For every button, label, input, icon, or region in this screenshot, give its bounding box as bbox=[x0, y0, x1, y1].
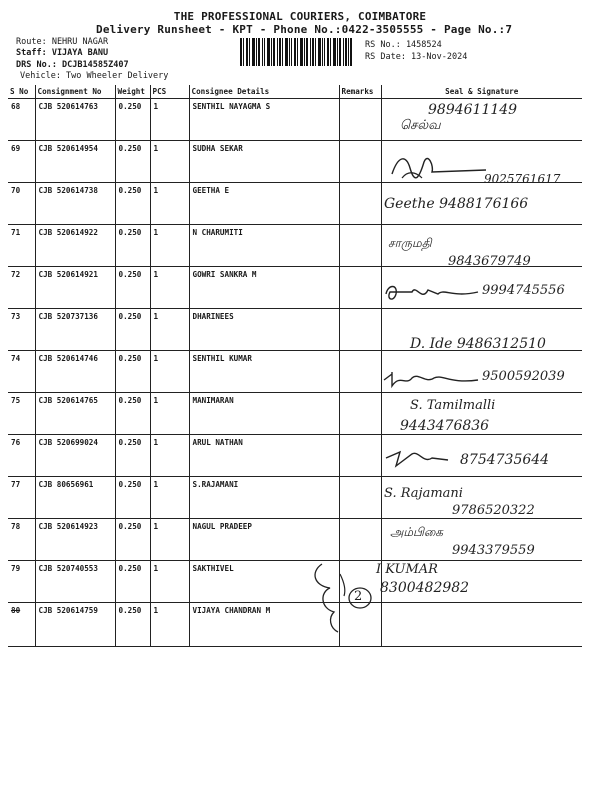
row-pcs: 1 bbox=[150, 141, 189, 183]
handwritten-signature: S. Rajamani bbox=[384, 486, 463, 501]
row-pcs: 1 bbox=[150, 99, 189, 141]
row-consignment: CJB 80656961 bbox=[35, 477, 115, 519]
row-remarks bbox=[339, 351, 381, 393]
handwritten-signature: D. Ide 9486312510 bbox=[410, 336, 546, 352]
row-consignment: CJB 520614759 bbox=[35, 603, 115, 647]
row-weight: 0.250 bbox=[115, 267, 150, 309]
row-consignee: S.RAJAMANI bbox=[189, 477, 339, 519]
row-sno: 78 bbox=[8, 519, 35, 561]
page-title: THE PROFESSIONAL COURIERS, COIMBATORE bbox=[173, 10, 427, 23]
row-consignee: GEETHA E bbox=[189, 183, 339, 225]
handwritten-signature: சாருமதி bbox=[388, 236, 432, 250]
row-pcs: 1 bbox=[150, 435, 189, 477]
row-consignee: SENTHIL KUMAR bbox=[189, 351, 339, 393]
row-weight: 0.250 bbox=[115, 393, 150, 435]
row-weight: 0.250 bbox=[115, 225, 150, 267]
row-consignment: CJB 520614923 bbox=[35, 519, 115, 561]
col-weight-header: Weight bbox=[115, 85, 150, 99]
row-remarks bbox=[339, 309, 381, 351]
rs-number: RS No.: 1458524 bbox=[365, 40, 442, 50]
row-consignment: CJB 520614738 bbox=[35, 183, 115, 225]
row-weight: 0.250 bbox=[115, 141, 150, 183]
row-consignee: ARUL NATHAN bbox=[189, 435, 339, 477]
row-consignee: VIJAYA CHANDRAN M bbox=[189, 603, 339, 647]
route-label: Route: NEHRU NAGAR bbox=[16, 37, 109, 47]
row-sno: 80 bbox=[8, 603, 35, 647]
handwritten-phone: 9786520322 bbox=[452, 503, 535, 518]
row-consignment: CJB 520740553 bbox=[35, 561, 115, 603]
row-consignee: GOWRI SANKRA M bbox=[189, 267, 339, 309]
col-remarks-header: Remarks bbox=[339, 85, 381, 99]
handwritten-phone: 9943379559 bbox=[452, 543, 535, 558]
row-pcs: 1 bbox=[150, 267, 189, 309]
handwritten-scribble bbox=[384, 444, 464, 472]
handwritten-phone: 9894611149 bbox=[428, 102, 518, 118]
row-remarks bbox=[339, 393, 381, 435]
row-sno: 72 bbox=[8, 267, 35, 309]
row-pcs: 1 bbox=[150, 477, 189, 519]
row-consignment: CJB 520614763 bbox=[35, 99, 115, 141]
row-consignee: NAGUL PRADEEP bbox=[189, 519, 339, 561]
row-pcs: 1 bbox=[150, 393, 189, 435]
col-pcs-header: PCS bbox=[150, 85, 189, 99]
row-signature-cell bbox=[381, 603, 582, 647]
row-consignee: DHARINEES bbox=[189, 309, 339, 351]
row-remarks bbox=[339, 225, 381, 267]
handwritten-scribble bbox=[382, 280, 482, 306]
row-pcs: 1 bbox=[150, 183, 189, 225]
handwritten-scribble bbox=[382, 368, 482, 390]
row-consignment: CJB 520614746 bbox=[35, 351, 115, 393]
handwritten-phone: 8300482982 bbox=[380, 580, 470, 596]
handwritten-phone: 9443476836 bbox=[400, 418, 490, 434]
col-consignee-header: Consignee Details bbox=[189, 85, 339, 99]
runsheet-subtitle: Delivery Runsheet - KPT - Phone No.:0422-3505555 - Page No.:7 bbox=[96, 23, 513, 36]
col-sno-header: S No bbox=[8, 85, 35, 99]
row-weight: 0.250 bbox=[115, 561, 150, 603]
handwritten-scribble bbox=[300, 562, 380, 634]
row-consignment: CJB 520614922 bbox=[35, 225, 115, 267]
row-pcs: 1 bbox=[150, 351, 189, 393]
row-remarks bbox=[339, 267, 381, 309]
row-sno: 68 bbox=[8, 99, 35, 141]
row-pcs: 1 bbox=[150, 225, 189, 267]
row-sno: 75 bbox=[8, 393, 35, 435]
row-remarks bbox=[339, 183, 381, 225]
row-sno: 70 bbox=[8, 183, 35, 225]
row-remarks bbox=[339, 435, 381, 477]
row-consignee: SAKTHIVEL bbox=[189, 561, 339, 603]
col-consignment-header: Consignment No bbox=[35, 85, 115, 99]
row-weight: 0.250 bbox=[115, 99, 150, 141]
handwritten-phone: 9500592039 bbox=[482, 369, 565, 384]
row-weight: 0.250 bbox=[115, 519, 150, 561]
row-remarks bbox=[339, 519, 381, 561]
rs-date: RS Date: 13-Nov-2024 bbox=[365, 52, 468, 62]
row-sno: 77 bbox=[8, 477, 35, 519]
row-sno: 69 bbox=[8, 141, 35, 183]
handwritten-signature: Geethe 9488176166 bbox=[384, 196, 529, 212]
row-weight: 0.250 bbox=[115, 309, 150, 351]
row-weight: 0.250 bbox=[115, 435, 150, 477]
handwritten-signature: I KUMAR bbox=[376, 562, 438, 577]
row-sno: 73 bbox=[8, 309, 35, 351]
row-pcs: 1 bbox=[150, 519, 189, 561]
row-weight: 0.250 bbox=[115, 477, 150, 519]
row-consignment: CJB 520614921 bbox=[35, 267, 115, 309]
row-remarks bbox=[339, 99, 381, 141]
row-consignment: CJB 520614954 bbox=[35, 141, 115, 183]
handwritten-scribble bbox=[388, 148, 488, 186]
row-consignee: SUDHA SEKAR bbox=[189, 141, 339, 183]
row-consignment: CJB 520614765 bbox=[35, 393, 115, 435]
row-weight: 0.250 bbox=[115, 183, 150, 225]
row-sno: 79 bbox=[8, 561, 35, 603]
row-weight: 0.250 bbox=[115, 603, 150, 647]
table-row bbox=[8, 393, 582, 435]
runsheet-table bbox=[8, 85, 582, 647]
row-pcs: 1 bbox=[150, 309, 189, 351]
col-seal-header: Seal & Signature bbox=[381, 85, 582, 99]
row-pcs: 1 bbox=[150, 603, 189, 647]
handwritten-phone: 8754735644 bbox=[460, 452, 550, 468]
handwritten-signature: S. Tamilmalli bbox=[410, 398, 496, 413]
row-consignment: CJB 520737136 bbox=[35, 309, 115, 351]
handwritten-signature: செல்வ bbox=[400, 118, 441, 133]
handwritten-phone: 9994745556 bbox=[482, 283, 565, 298]
table-row bbox=[8, 561, 582, 603]
table-row bbox=[8, 603, 582, 647]
row-consignee: MANIMARAN bbox=[189, 393, 339, 435]
row-sno: 76 bbox=[8, 435, 35, 477]
row-weight: 0.250 bbox=[115, 351, 150, 393]
handwritten-circled-number: 2 bbox=[354, 589, 363, 604]
vehicle-label: Vehicle: Two Wheeler Delivery bbox=[20, 71, 169, 81]
row-consignee: SENTHIL NAYAGMA S bbox=[189, 99, 339, 141]
row-pcs: 1 bbox=[150, 561, 189, 603]
row-sno: 71 bbox=[8, 225, 35, 267]
table-header-row bbox=[8, 85, 582, 99]
drs-label: DRS No.: DCJB14585Z407 bbox=[16, 60, 129, 70]
handwritten-phone: 9025761617 bbox=[484, 172, 561, 186]
row-consignee: N CHARUMITI bbox=[189, 225, 339, 267]
row-remarks bbox=[339, 141, 381, 183]
barcode-image bbox=[240, 38, 352, 66]
staff-label: Staff: VIJAYA BANU bbox=[16, 48, 109, 58]
row-consignment: CJB 520699024 bbox=[35, 435, 115, 477]
row-remarks bbox=[339, 477, 381, 519]
handwritten-phone: 9843679749 bbox=[448, 254, 531, 269]
handwritten-signature: அம்பிகை bbox=[390, 525, 443, 539]
row-sno: 74 bbox=[8, 351, 35, 393]
